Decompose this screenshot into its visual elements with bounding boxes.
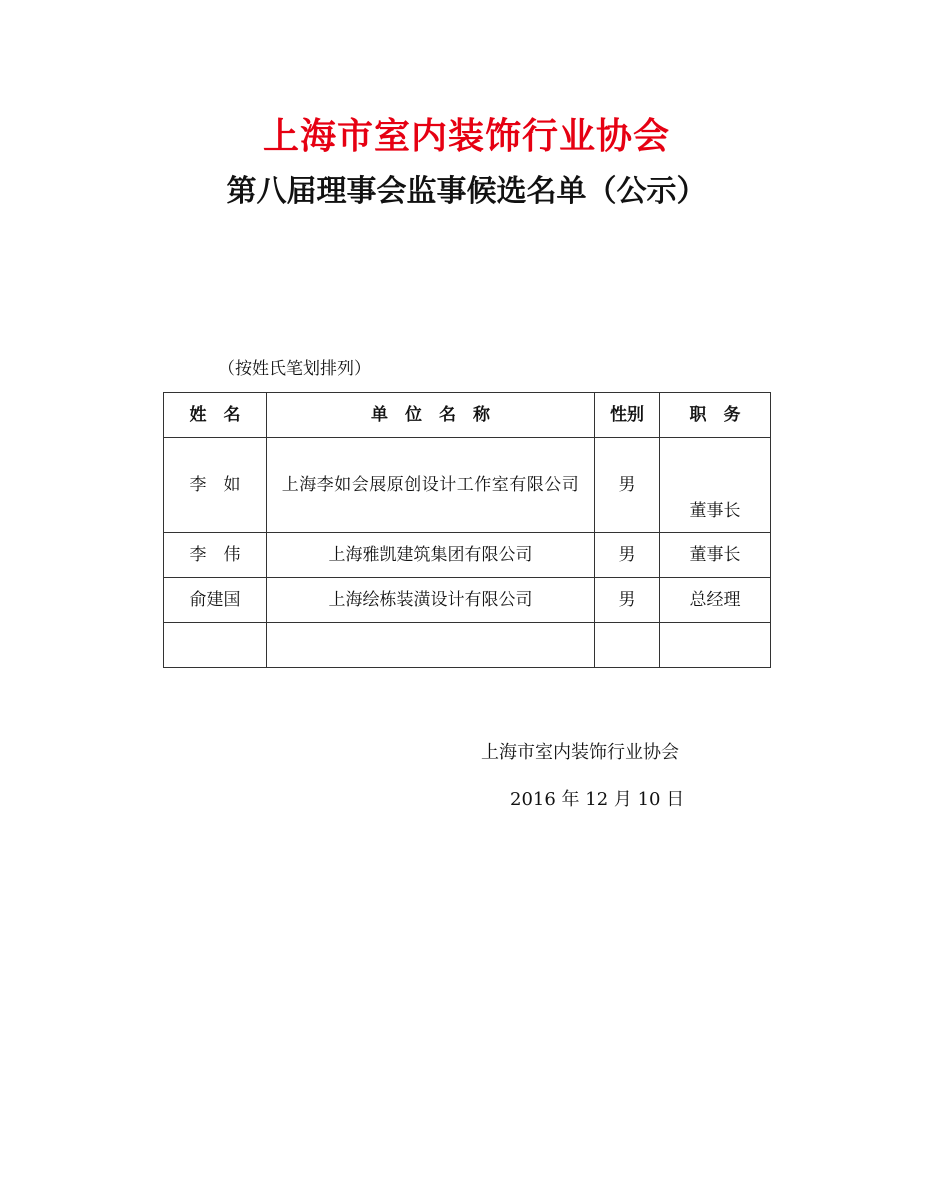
cell-position: 董事长: [660, 533, 771, 578]
cell-position: 总经理: [660, 578, 771, 623]
cell-name: 李 如: [164, 438, 267, 533]
cell-gender: 男: [595, 578, 660, 623]
organization-title: 上海市室内装饰行业协会: [262, 115, 670, 157]
cell-company: 上海绘栋装潢设计有限公司: [267, 578, 595, 623]
header-company: 单 位 名 称: [267, 393, 595, 438]
cell-gender: 男: [595, 438, 660, 533]
header-name: 姓 名: [164, 393, 267, 438]
signature-date: 2016 年 12 月 10 日: [510, 789, 685, 810]
signature-organization: 上海市室内装饰行业协会: [481, 742, 679, 763]
cell-company: 上海雅凯建筑集团有限公司: [267, 533, 595, 578]
cell-company: 上海李如会展原创设计工作室有限公司: [267, 438, 595, 533]
table-row-empty: [164, 623, 771, 668]
table-row: [164, 578, 771, 623]
cell-name: 李 伟: [164, 533, 267, 578]
cell-position: 董事长: [660, 438, 771, 533]
header-position: 职 务: [660, 393, 771, 438]
cell-company: [267, 623, 595, 668]
cell-gender: 男: [595, 533, 660, 578]
cell-name: [164, 623, 267, 668]
table-header-row: [164, 393, 771, 438]
cell-position: [660, 623, 771, 668]
cell-gender: [595, 623, 660, 668]
table-row: [164, 438, 771, 533]
sort-note: （按姓氏笔划排列）: [218, 359, 371, 379]
table-row: [164, 533, 771, 578]
document-title: 第八届理事会监事候选名单（公示）: [226, 174, 707, 209]
header-gender: 性别: [595, 393, 660, 438]
cell-name: 俞建国: [164, 578, 267, 623]
candidate-table: [163, 392, 771, 668]
